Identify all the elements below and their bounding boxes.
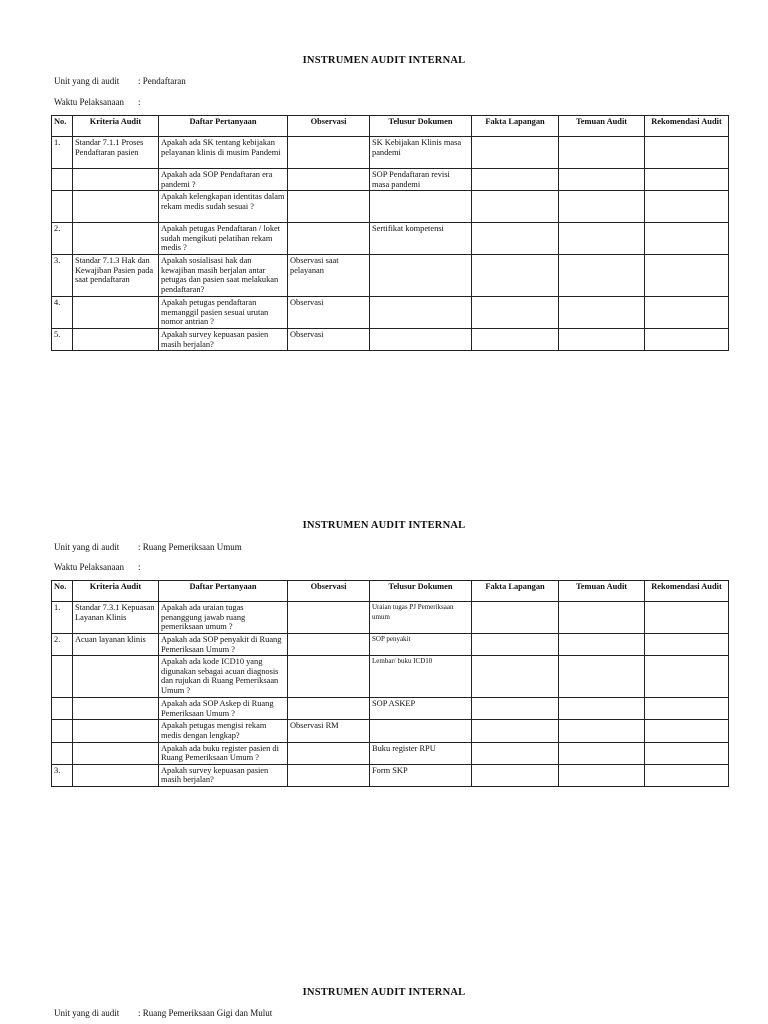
unit-value: : Ruang Pemeriksaan Gigi dan Mulut bbox=[138, 1008, 273, 1018]
table-row bbox=[52, 329, 729, 351]
telusur-cell: Sertifikat kompetensi bbox=[370, 223, 472, 255]
rekomendasi-cell bbox=[645, 329, 729, 351]
unit-value: : Ruang Pemeriksaan Umum bbox=[138, 542, 242, 552]
fakta-cell bbox=[472, 297, 559, 329]
kriteria-cell bbox=[73, 742, 159, 764]
temuan-cell bbox=[559, 742, 645, 764]
temuan-cell bbox=[559, 602, 645, 634]
pertanyaan-cell: Apakah ada kode ICD10 yang digunakan sebagai acuan diagnosis dan rujukan di Ruang Pemeriksaan Umum ? bbox=[159, 656, 288, 698]
pertanyaan-cell: Apakah survey kepuasan pasien masih berjalan? bbox=[159, 764, 288, 786]
kriteria-cell bbox=[73, 698, 159, 720]
telusur-cell bbox=[370, 329, 472, 351]
table-row bbox=[52, 137, 729, 169]
kriteria-cell bbox=[73, 329, 159, 351]
observasi-cell bbox=[288, 764, 370, 786]
fakta-cell bbox=[472, 698, 559, 720]
section-1-audit-table bbox=[51, 115, 729, 351]
table-row bbox=[52, 742, 729, 764]
kriteria-cell bbox=[73, 169, 159, 191]
pertanyaan-cell: Apakah ada SOP Askep di Ruang Pemeriksaan Umum ? bbox=[159, 698, 288, 720]
temuan-cell bbox=[559, 297, 645, 329]
rekomendasi-cell bbox=[645, 698, 729, 720]
header-observasi: Observasi bbox=[288, 116, 370, 137]
pertanyaan-cell: Apakah kelengkapan identitas dalam rekam medis sudah sesuai ? bbox=[159, 191, 288, 223]
table-row bbox=[52, 191, 729, 223]
observasi-cell bbox=[288, 137, 370, 169]
temuan-cell bbox=[559, 698, 645, 720]
no-cell bbox=[52, 742, 73, 764]
table-row bbox=[52, 764, 729, 786]
pertanyaan-cell: Apakah petugas pendaftaran memanggil pasien sesuai urutan nomor antrian ? bbox=[159, 297, 288, 329]
pertanyaan-cell: Apakah petugas Pendaftaran / loket sudah mengikuti pelatihan rekam medis ? bbox=[159, 223, 288, 255]
table-row bbox=[52, 634, 729, 656]
rekomendasi-cell bbox=[645, 720, 729, 742]
temuan-cell bbox=[559, 191, 645, 223]
telusur-cell bbox=[370, 255, 472, 297]
observasi-cell bbox=[288, 223, 370, 255]
section-2-waktu-line bbox=[54, 562, 141, 572]
rekomendasi-cell bbox=[645, 602, 729, 634]
kriteria-cell bbox=[73, 223, 159, 255]
temuan-cell bbox=[559, 764, 645, 786]
telusur-cell bbox=[370, 191, 472, 223]
table-row bbox=[52, 720, 729, 742]
section-3-unit-line bbox=[54, 1008, 272, 1018]
kriteria-cell: Standar 7.3.1 Kepuasan Layanan Klinis bbox=[73, 602, 159, 634]
header-temuan-audit: Temuan Audit bbox=[559, 581, 645, 602]
waktu-label: Waktu Pelaksanaan bbox=[54, 562, 125, 572]
unit-label: Unit yang di audit bbox=[54, 76, 120, 86]
header-no: No. bbox=[52, 581, 73, 602]
no-cell: 1. bbox=[52, 602, 73, 634]
telusur-cell: Form SKP bbox=[370, 764, 472, 786]
section-1-waktu-line bbox=[54, 97, 141, 107]
pertanyaan-cell: Apakah sosialisasi hak dan kewajiban masih berjalan antar petugas dan pasien saat melakukan pendaftaran? bbox=[159, 255, 288, 297]
fakta-cell bbox=[472, 137, 559, 169]
kriteria-cell: Standar 7.1.3 Hak dan Kewajiban Pasien pada saat pendaftaran bbox=[73, 255, 159, 297]
waktu-value: : bbox=[138, 562, 141, 572]
temuan-cell bbox=[559, 634, 645, 656]
header-fakta-lapangan: Fakta Lapangan bbox=[472, 116, 559, 137]
observasi-cell: Observasi bbox=[288, 297, 370, 329]
unit-label: Unit yang di audit bbox=[54, 1008, 120, 1018]
fakta-cell bbox=[472, 223, 559, 255]
fakta-cell bbox=[472, 656, 559, 698]
pertanyaan-cell: Apakah ada SK tentang kebijakan pelayanan klinis di musim Pandemi bbox=[159, 137, 288, 169]
telusur-cell: Uraian tugas PJ Pemeriksaan umum bbox=[370, 602, 472, 634]
rekomendasi-cell bbox=[645, 656, 729, 698]
kriteria-cell: Standar 7.1.1 Proses Pendaftaran pasien bbox=[73, 137, 159, 169]
header-telusur-dokumen: Telusur Dokumen bbox=[370, 116, 472, 137]
kriteria-cell bbox=[73, 191, 159, 223]
header-observasi: Observasi bbox=[288, 581, 370, 602]
no-cell bbox=[52, 720, 73, 742]
telusur-cell: Lembar/ buku ICD10 bbox=[370, 656, 472, 698]
fakta-cell bbox=[472, 742, 559, 764]
observasi-cell bbox=[288, 191, 370, 223]
kriteria-cell bbox=[73, 297, 159, 329]
telusur-cell: SK Kebijakan Klinis masa pandemi bbox=[370, 137, 472, 169]
observasi-cell bbox=[288, 602, 370, 634]
no-cell: 1. bbox=[52, 137, 73, 169]
no-cell: 3. bbox=[52, 255, 73, 297]
table-row bbox=[52, 656, 729, 698]
observasi-cell bbox=[288, 698, 370, 720]
telusur-cell: SOP Pendaftaran revisi masa pandemi bbox=[370, 169, 472, 191]
fakta-cell bbox=[472, 764, 559, 786]
header-rekomendasi-audit: Rekomendasi Audit bbox=[645, 581, 729, 602]
header-daftar-pertanyaan: Daftar Pertanyaan bbox=[159, 116, 288, 137]
waktu-value: : bbox=[138, 97, 141, 107]
no-cell bbox=[52, 191, 73, 223]
no-cell: 4. bbox=[52, 297, 73, 329]
pertanyaan-cell: Apakah ada buku register pasien di Ruang Pemeriksaan Umum ? bbox=[159, 742, 288, 764]
fakta-cell bbox=[472, 602, 559, 634]
no-cell bbox=[52, 698, 73, 720]
rekomendasi-cell bbox=[645, 137, 729, 169]
kriteria-cell bbox=[73, 720, 159, 742]
telusur-cell: SOP penyakit bbox=[370, 634, 472, 656]
kriteria-cell bbox=[73, 764, 159, 786]
fakta-cell bbox=[472, 191, 559, 223]
header-fakta-lapangan: Fakta Lapangan bbox=[472, 581, 559, 602]
pertanyaan-cell: Apakah ada SOP penyakit di Ruang Pemeriksaan Umum ? bbox=[159, 634, 288, 656]
table-row bbox=[52, 169, 729, 191]
observasi-cell bbox=[288, 169, 370, 191]
pertanyaan-cell: Apakah petugas mengisi rekam medis dengan lengkap? bbox=[159, 720, 288, 742]
no-cell: 3. bbox=[52, 764, 73, 786]
header-daftar-pertanyaan: Daftar Pertanyaan bbox=[159, 581, 288, 602]
fakta-cell bbox=[472, 720, 559, 742]
temuan-cell bbox=[559, 656, 645, 698]
header-temuan-audit: Temuan Audit bbox=[559, 116, 645, 137]
no-cell: 2. bbox=[52, 634, 73, 656]
table-row bbox=[52, 602, 729, 634]
observasi-cell bbox=[288, 634, 370, 656]
section-2-audit-table bbox=[51, 580, 729, 787]
header-telusur-dokumen: Telusur Dokumen bbox=[370, 581, 472, 602]
temuan-cell bbox=[559, 223, 645, 255]
pertanyaan-cell: Apakah ada uraian tugas penanggung jawab ruang pemeriksaan umum ? bbox=[159, 602, 288, 634]
kriteria-cell: Acuan layanan klinis bbox=[73, 634, 159, 656]
section-1-title: INSTRUMEN AUDIT INTERNAL bbox=[302, 55, 466, 66]
table-row bbox=[52, 255, 729, 297]
observasi-cell: Observasi RM bbox=[288, 720, 370, 742]
rekomendasi-cell bbox=[645, 634, 729, 656]
temuan-cell bbox=[559, 137, 645, 169]
table-row bbox=[52, 297, 729, 329]
header-kriteria-audit: Kriteria Audit bbox=[73, 116, 159, 137]
observasi-cell bbox=[288, 656, 370, 698]
no-cell bbox=[52, 656, 73, 698]
table-row bbox=[52, 223, 729, 255]
kriteria-cell bbox=[73, 656, 159, 698]
header-no: No. bbox=[52, 116, 73, 137]
section-2-unit-line bbox=[54, 542, 242, 552]
rekomendasi-cell bbox=[645, 742, 729, 764]
rekomendasi-cell bbox=[645, 223, 729, 255]
telusur-cell bbox=[370, 720, 472, 742]
telusur-cell: SOP ASKEP bbox=[370, 698, 472, 720]
rekomendasi-cell bbox=[645, 297, 729, 329]
section-1-unit-line bbox=[54, 76, 186, 86]
temuan-cell bbox=[559, 329, 645, 351]
fakta-cell bbox=[472, 169, 559, 191]
rekomendasi-cell bbox=[645, 764, 729, 786]
table-row bbox=[52, 698, 729, 720]
waktu-label: Waktu Pelaksanaan bbox=[54, 97, 125, 107]
observasi-cell bbox=[288, 742, 370, 764]
temuan-cell bbox=[559, 720, 645, 742]
fakta-cell bbox=[472, 329, 559, 351]
observasi-cell: Observasi saat pelayanan bbox=[288, 255, 370, 297]
section-2-title: INSTRUMEN AUDIT INTERNAL bbox=[302, 520, 466, 531]
unit-label: Unit yang di audit bbox=[54, 542, 120, 552]
fakta-cell bbox=[472, 255, 559, 297]
rekomendasi-cell bbox=[645, 255, 729, 297]
temuan-cell bbox=[559, 169, 645, 191]
telusur-cell bbox=[370, 297, 472, 329]
no-cell: 5. bbox=[52, 329, 73, 351]
pertanyaan-cell: Apakah ada SOP Pendaftaran era pandemi ? bbox=[159, 169, 288, 191]
unit-value: : Pendaftaran bbox=[138, 76, 186, 86]
temuan-cell bbox=[559, 255, 645, 297]
section-3-title: INSTRUMEN AUDIT INTERNAL bbox=[302, 987, 466, 998]
header-kriteria-audit: Kriteria Audit bbox=[73, 581, 159, 602]
no-cell: 2. bbox=[52, 223, 73, 255]
pertanyaan-cell: Apakah survey kepuasan pasien masih berjalan? bbox=[159, 329, 288, 351]
no-cell bbox=[52, 169, 73, 191]
rekomendasi-cell bbox=[645, 169, 729, 191]
rekomendasi-cell bbox=[645, 191, 729, 223]
fakta-cell bbox=[472, 634, 559, 656]
observasi-cell: Observasi bbox=[288, 329, 370, 351]
telusur-cell: Buku register RPU bbox=[370, 742, 472, 764]
header-rekomendasi-audit: Rekomendasi Audit bbox=[645, 116, 729, 137]
